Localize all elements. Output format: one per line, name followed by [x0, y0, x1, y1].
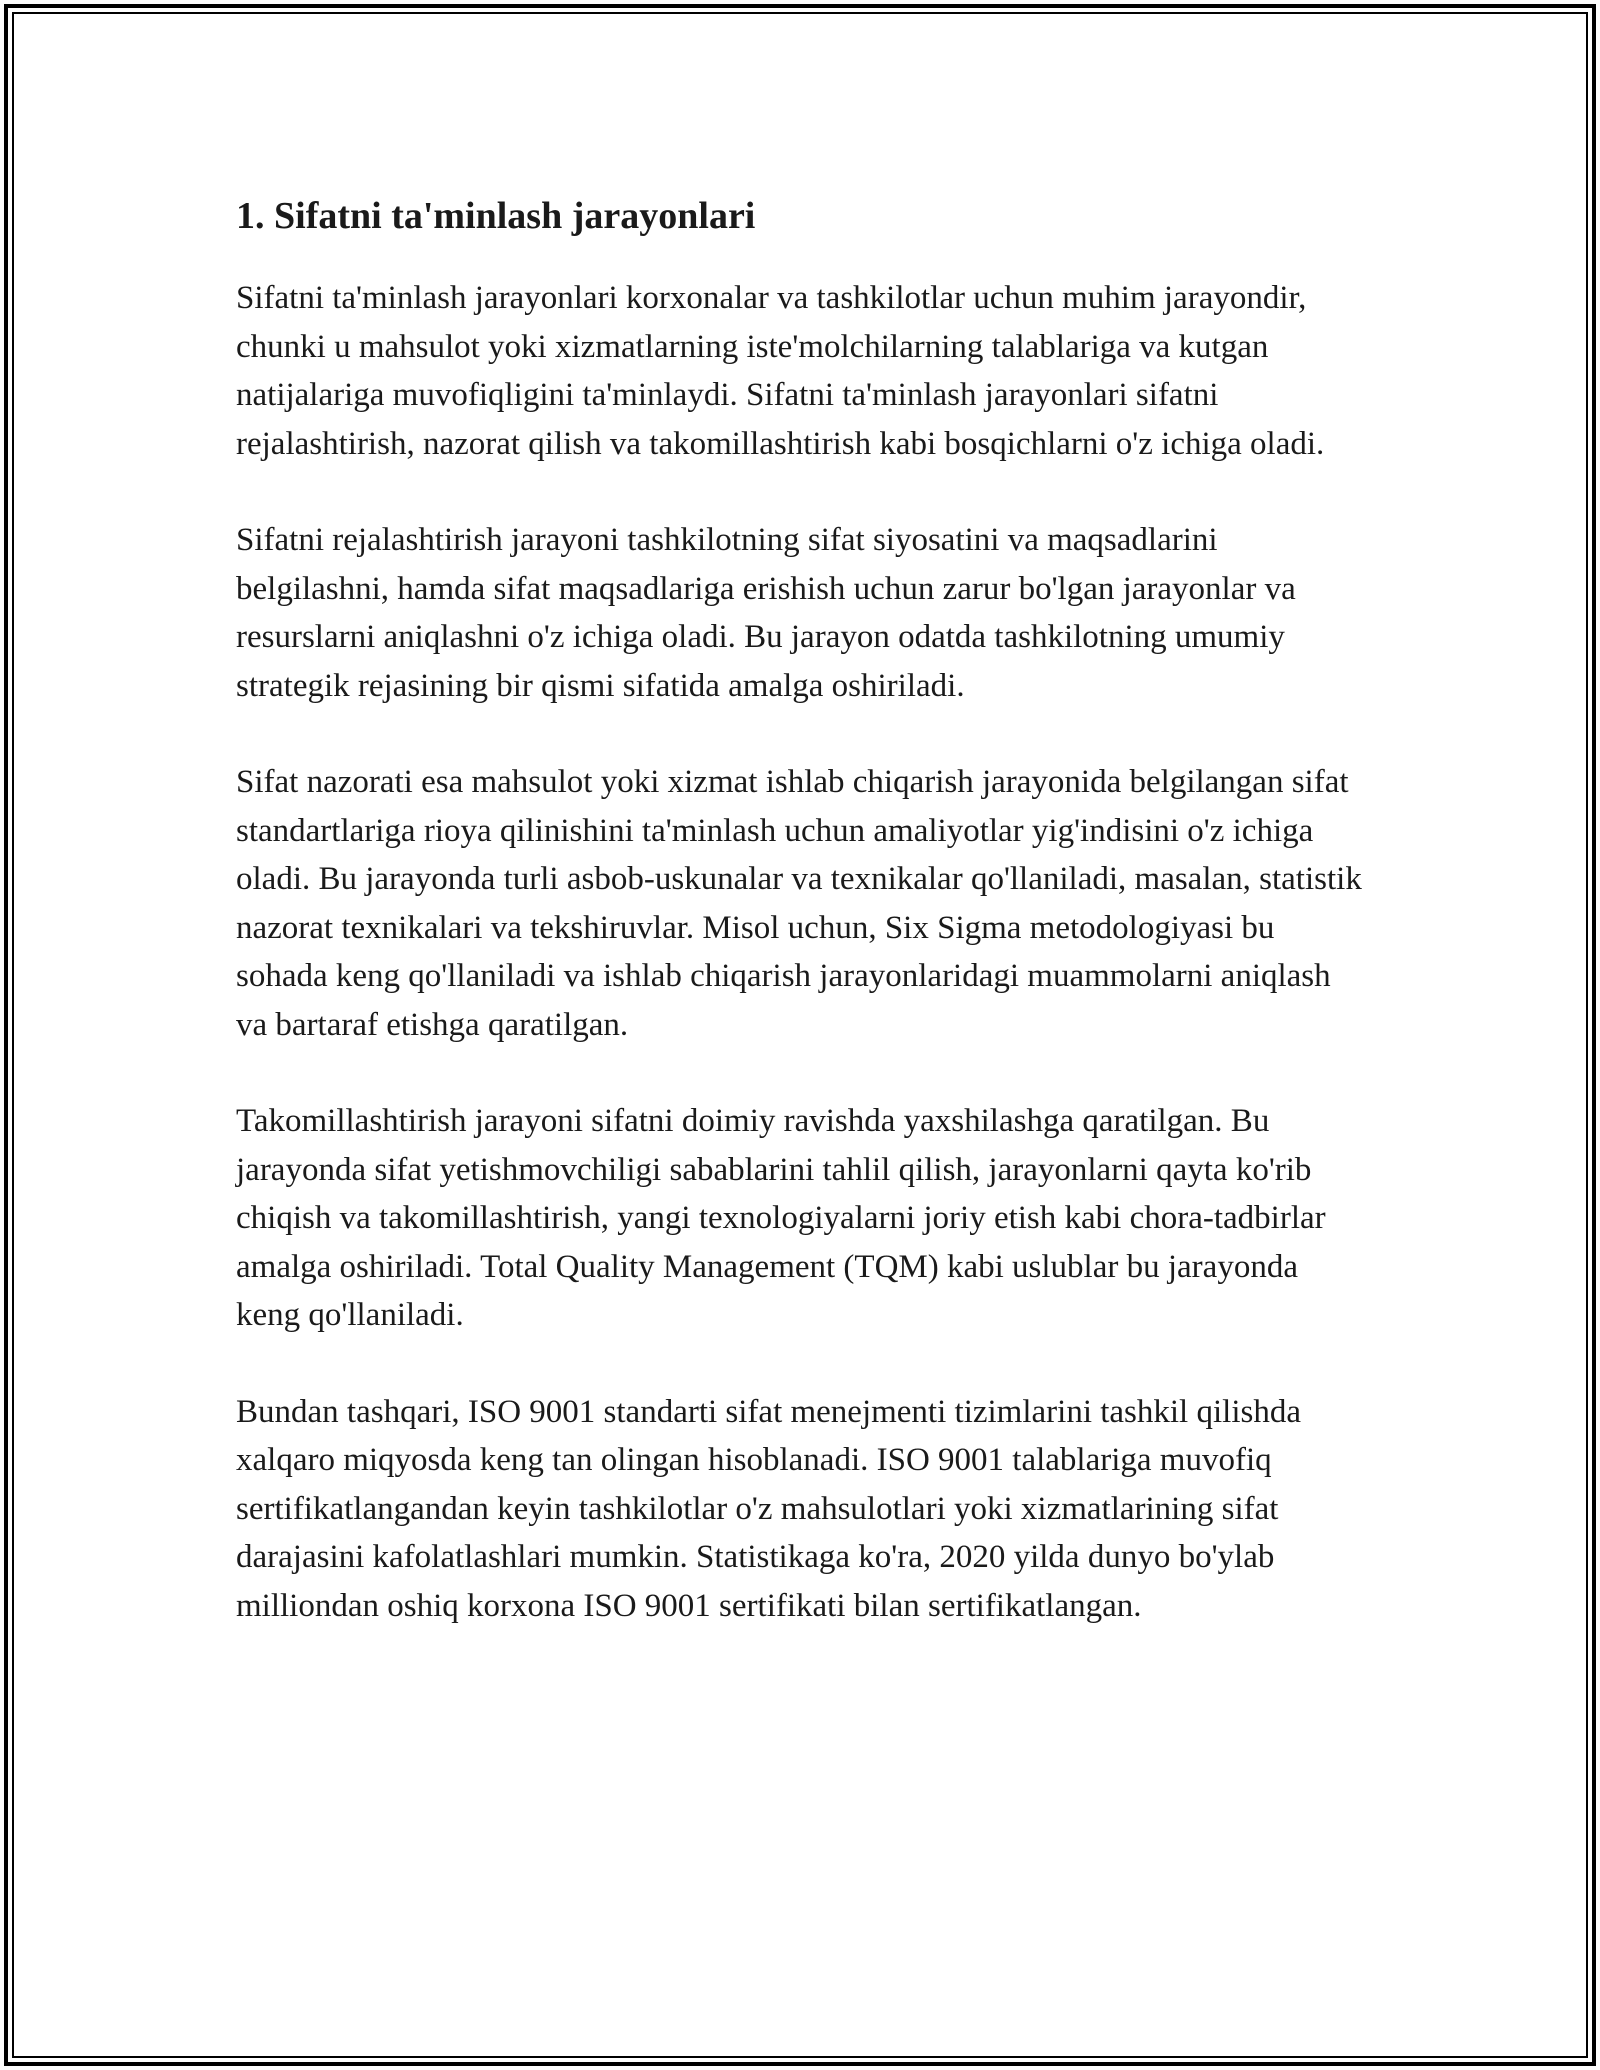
paragraph-control: Sifat nazorati esa mahsulot yoki xizmat ishlab chiqarish jarayonida belgilangan sifat standartlariga rioya qilinishini ta'minlash uchun amaliyotlar yig'indisini o'z ichiga oladi. Bu jarayonda turli asbob-uskunalar va texnikalar qo'llaniladi, masalan, statistik nazorat texnikalari va tekshiruvlar. Misol uchun, Six Sigma metodologiyasi bu sohada keng qo'llaniladi va ishlab chiqarish jarayonlaridagi muammolarni aniqlash va bartaraf etishga qaratilgan.	[236, 764, 1362, 1043]
paragraph-improvement: Takomillashtirish jarayoni sifatni doimiy ravishda yaxshilashga qaratilgan. Bu jarayonda sifat yetishmovchiligi sabablarini tahlil qilish, jarayonlarni qayta ko'rib chiqish va takomillashtirish, yangi texnologiyalarni joriy etish kabi chora-tadbirlar amalga oshiriladi. Total Quality Management (TQM) kabi uslublar bu jarayonda keng qo'llaniladi.	[236, 1103, 1326, 1333]
paragraph-intro: Sifatni ta'minlash jarayonlari korxonalar va tashkilotlar uchun muhim jarayondir, chunki u mahsulot yoki xizmatlarning iste'molchilarning talablariga va kutgan natijalariga muvofiqligini ta'minlaydi. Sifatni ta'minlash jarayonlari sifatni rejalashtirish, nazorat qilish va takomillashtirish kabi bosqichlarni o'z ichiga oladi.	[236, 280, 1325, 462]
paragraph-iso-9001: Bundan tashqari, ISO 9001 standarti sifat menejmenti tizimlarini tashkil qilishda xalqaro miqyosda keng tan olingan hisoblanadi. ISO 9001 talablariga muvofiq sertifikatlangandan keyin tashkilotlar o'z mahsulotlari yoki xizmatlarining sifat darajasini kafolatlashlari mumkin. Statistikaga ko'ra, 2020 yilda dunyo bo'ylab milliondan oshiq korxona ISO 9001 sertifikati bilan sertifikatlangan.	[236, 1393, 1301, 1624]
document-body	[236, 186, 1366, 1678]
paragraph-planning: Sifatni rejalashtirish jarayoni tashkilotning sifat siyosatini va maqsadlarini belgilashni, hamda sifat maqsadlariga erishish uchun zarur bo'lgan jarayonlar va resurslarni aniqlashni o'z ichiga oladi. Bu jarayon odatda tashkilotning umumiy strategik rejasining bir qismi sifatida amalga oshiriladi.	[236, 522, 1296, 704]
section-title: 1. Sifatni ta'minlash jarayonlari	[236, 195, 756, 237]
